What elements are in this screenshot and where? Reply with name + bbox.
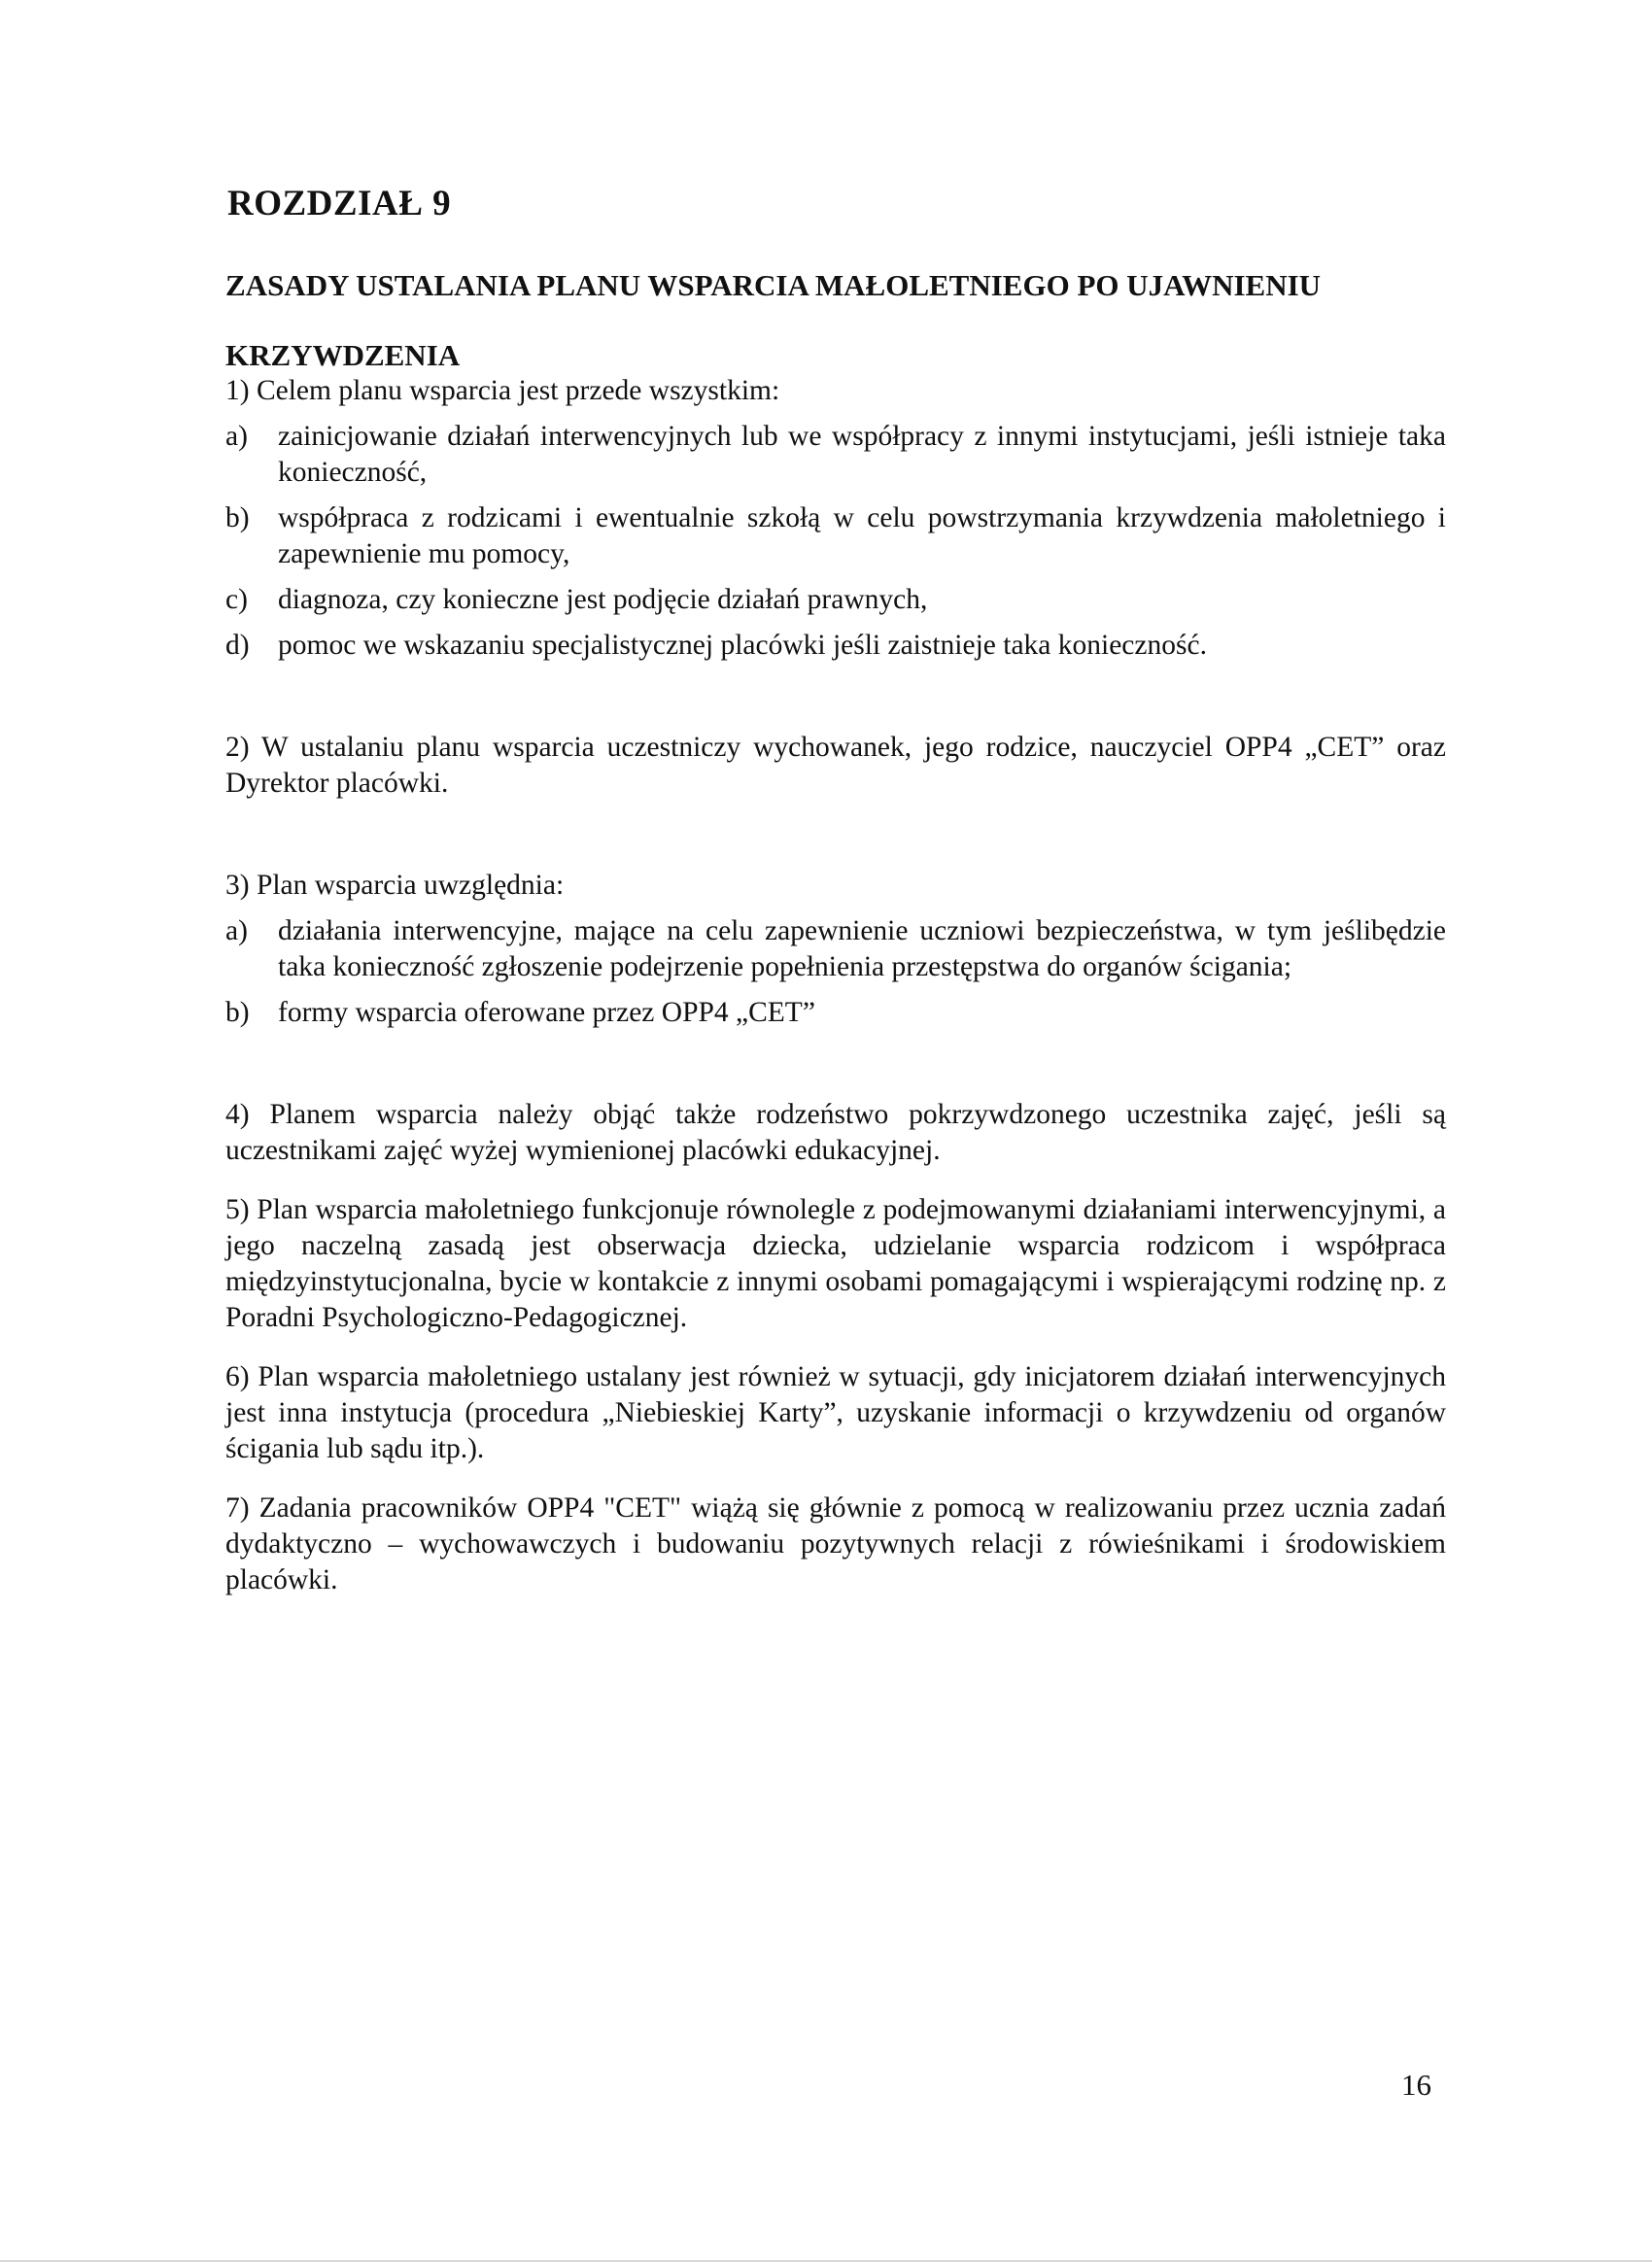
list-item (225, 913, 1446, 985)
page-number: 16 (1401, 2068, 1431, 2102)
paragraph-2: 2) W ustalaniu planu wsparcia uczestniczy wychowanek, jego rodzice, nauczyciel OPP4 „CET” oraz Dyrektor placówki. (225, 732, 1446, 799)
paragraph-4: 4) Planem wsparcia należy objąć także rodzeństwo pokrzywdzonego uczestnika zajęć, jeśli są uczestnikami zajęć wyżej wymienionej placówki edukacyjnej. (225, 1099, 1446, 1166)
paragraph-1-list (225, 419, 1446, 664)
list-item-text: działania interwencyjne, mające na celu zapewnienie uczniowi bezpieczeństwa, w tym jeślibędzie taka konieczność zgłoszenie podejrzenie popełnienia przestępstwa do organów ścigania; (278, 915, 1446, 982)
chapter-title: ROZDZIAŁ 9 (227, 184, 452, 223)
list-marker: c) (225, 584, 248, 615)
list-item (225, 419, 1446, 491)
list-item (225, 582, 1446, 618)
section-heading: ZASADY USTALANIA PLANU WSPARCIA MAŁOLETNIEGO PO UJAWNIENIU KRZYWDZENIA (225, 268, 1322, 372)
list-item-text: diagnoza, czy konieczne jest podjęcie działań prawnych, (278, 584, 928, 615)
paragraph-7: 7) Zadania pracowników OPP4 "CET" wiążą się głównie z pomocą w realizowaniu przez ucznia zadań dydaktyczno – wychowawczych i budowaniu pozytywnych relacji z rówieśnikami i środowiskiem placówki. (225, 1492, 1446, 1595)
document-body (225, 373, 1446, 1598)
paragraph-6: 6) Plan wsparcia małoletniego ustalany jest również w sytuacji, gdy inicjatorem działań interwencyjnych jest inna instytucja (procedura „Niebieskiej Karty”, uzyskanie informacji o krzywdzeniu od organów ścigania lub sądu itp.). (225, 1361, 1446, 1464)
list-marker: d) (225, 630, 250, 661)
list-item-text: zainicjowanie działań interwencyjnych lub we współpracy z innymi instytucjami, jeśli istnieje taka konieczność, (278, 421, 1446, 488)
list-marker: a) (225, 421, 248, 452)
list-item-text: współpraca z rodzicami i ewentualnie szkołą w celu powstrzymania krzywdzenia małoletniego i zapewnienie mu pomocy, (278, 502, 1446, 569)
paragraph-1-intro: 1) Celem planu wsparcia jest przede wszystkim: (225, 375, 780, 406)
list-item-text: pomoc we wskazaniu specjalistycznej placówki jeśli zaistnieje taka konieczność. (278, 630, 1207, 661)
paragraph-5: 5) Plan wsparcia małoletniego funkcjonuje równolegle z podejmowanymi działaniami interwencyjnymi, a jego naczelną zasadą jest obserwacja dziecka, udzielanie wsparcia rodzicom i współpraca międzyinstytucjonalna, bycie w kontakcie z innymi osobami pomagającymi i wspierającymi rodzinę np. z Poradni Psychologiczno-Pedagogicznej. (225, 1194, 1446, 1333)
list-item (225, 500, 1446, 572)
document-page (225, 0, 1446, 2262)
paragraph-3-list (225, 913, 1446, 1031)
list-item (225, 995, 1446, 1031)
paragraph-3-intro: 3) Plan wsparcia uwzględnia: (225, 870, 565, 901)
list-marker: a) (225, 915, 248, 946)
list-marker: b) (225, 502, 250, 533)
list-marker: b) (225, 997, 250, 1028)
list-item (225, 628, 1446, 664)
list-item-text: formy wsparcia oferowane przez OPP4 „CET” (278, 997, 815, 1028)
